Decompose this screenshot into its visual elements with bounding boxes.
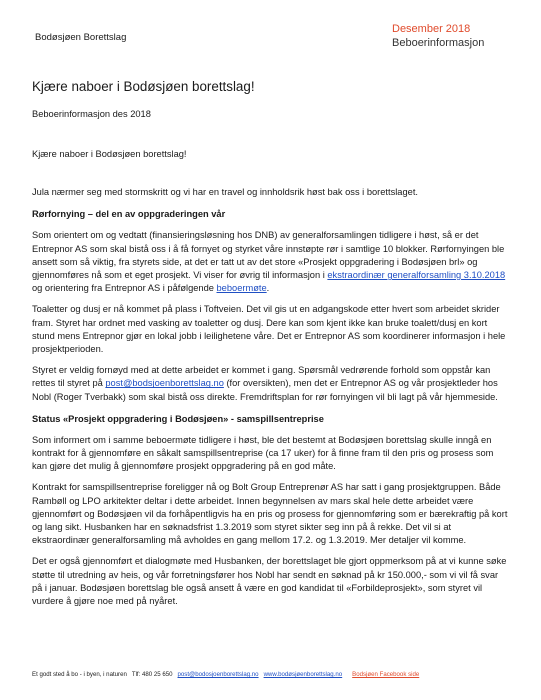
footer-slogan: Et godt sted å bo - i byen, i naturen <box>32 671 127 678</box>
header-org-name: Bodøsjøen Borettslag <box>35 32 127 43</box>
pipe-renewal-paragraph-3 <box>32 364 510 404</box>
upgrade-paragraph-3: Det er også gjennomført et dialogmøte med Husbanken, der borettslaget ble gjort oppmerksom på at vi kunne søke støtte til utredning av heis, og vår forretningsfører hos Nobl har sendt en søknad på kr 150.000,- som vi vil få svar på i januar. Bodøsjøen borettslag ble også ansett å være en god kandidat til «Forbildeprosjekt», som styret vil vurdere å gjøre noe med på nyåret. <box>32 556 507 607</box>
footer-email-link[interactable]: post@bodosjoenborettslag.no <box>177 671 259 678</box>
header-subtitle: Beboerinformasjon <box>392 37 485 49</box>
pipe-renewal-paragraph-2: Toaletter og dusj er nå kommet på plass i Toftveien. Det vil gis ut en adgangskode etter hvert som arbeidet skrider fram. Styret har ordnet med vasking av toaletter og dusj. Dere kan som kjent ikke kan bruke toalett/dusj en kort stund mens Entrepnor gjør en lokal jobb i leilighetene våre. Det er Entrepnor AS som koordinerer informasjon i hele prosjektperioden. <box>32 304 506 355</box>
text-segment: Som orientert om og vedtatt (finansieringsløsning hos DNB) av generalforsamlingen tidligere i høst, så er det Entrepnor AS som skal bistå oss i å få fornyet og styrket våre innstøpte rør i samtlige 10 blokker. Rørfornyingen ble ansett som så viktig, fra styrets side, at det er tatt ut av det store «Prosjekt oppgradering i Bodøsjøen brl» og gjennomføres nå som et eget prosjekt. Vi viser for øvrig til informasjon i <box>32 230 505 281</box>
header-right-block <box>392 22 484 50</box>
pipe-renewal-paragraph-1 <box>32 229 510 295</box>
upgrade-paragraph-1: Som informert om i samme beboermøte tidligere i høst, ble det bestemt at Bodøsjøen borettslag skulle inngå en kontrakt for å gjennomføre en såkalt samspillsentreprise (ca 17 uker) for å finne fram til den pris og prosess som kan gjøre det mulig å gjennomføre prosjekt oppgradering på en god måte. <box>32 434 494 472</box>
text-segment: og orientering fra Entrepnor AS i påfølgende <box>32 283 217 294</box>
upgrade-paragraph-2: Kontrakt for samspillsentreprise foreligger nå og Bolt Group Entreprenør AS har satt i gang prosjektgruppen. Både Rambøll og LPO arkitekter deltar i dette arbeidet. Innen begynnelsen av mars skal hele dette arbeidet være gjennomført og Bodøsjøen vil da forhåpentligvis ha en pris og prosess for gjennomføring som er bærekraftig på kort og lang sikt. Husbanken har en søknadsfrist 1.3.2019 som styret sikter seg inn på å rekke. Det vil si at ekstraordinær generalforsamling må avholdes en gang mellom 17.2. og 1.3.2019. Mer detaljer vil komme. <box>32 482 508 546</box>
link-board-email[interactable]: post@bodsjoenborettslag.no <box>105 378 224 389</box>
footer-phone: Tlf: 480 25 650 <box>131 671 173 678</box>
text-segment: Styret er veldig fornøyd med at dette arbeidet er kommet i gang. Spørsmål vedrørende forhold som oppstår kan rettes til styret på <box>32 365 491 389</box>
text-segment: (for oversikten), men det er Entrepnor AS og vår prosjektleder hos Nobl (Roger Tverbakk) som skal bistå oss direkte. Fremdriftsplan for rør fornyingen vil bli lagt på vår hjemmeside. <box>32 378 498 402</box>
footer-facebook-link[interactable]: Bodsjøen Facebook side <box>352 671 420 678</box>
footer <box>32 671 522 678</box>
greeting: Kjære naboer i Bodøsjøen borettslag! <box>32 149 187 159</box>
letter-title: Kjære naboer i Bodøsjøen borettslag! <box>32 79 255 94</box>
link-extraordinary-general-meeting[interactable]: ekstraordinær generalforsamling 3.10.2018 <box>327 270 506 281</box>
letter-body <box>32 78 510 608</box>
letter-subtitle: Beboerinformasjon des 2018 <box>32 109 151 119</box>
footer-website-link[interactable]: www.bodøsjøenborettslag.no <box>263 671 343 678</box>
section-heading-upgrade-project: Status «Prosjekt oppgradering i Bodøsjøen» - samspillsentreprise <box>32 413 324 424</box>
link-resident-meeting[interactable]: beboermøte <box>216 283 267 294</box>
text-segment: . <box>266 283 270 294</box>
section-heading-pipe-renewal: Rørfornying – del en av oppgraderingen vår <box>32 209 226 220</box>
header-date: Desember 2018 <box>392 23 471 35</box>
intro-paragraph: Jula nærmer seg med stormskritt og vi har en travel og innholdsrik høst bak oss i borettslaget. <box>32 187 418 198</box>
